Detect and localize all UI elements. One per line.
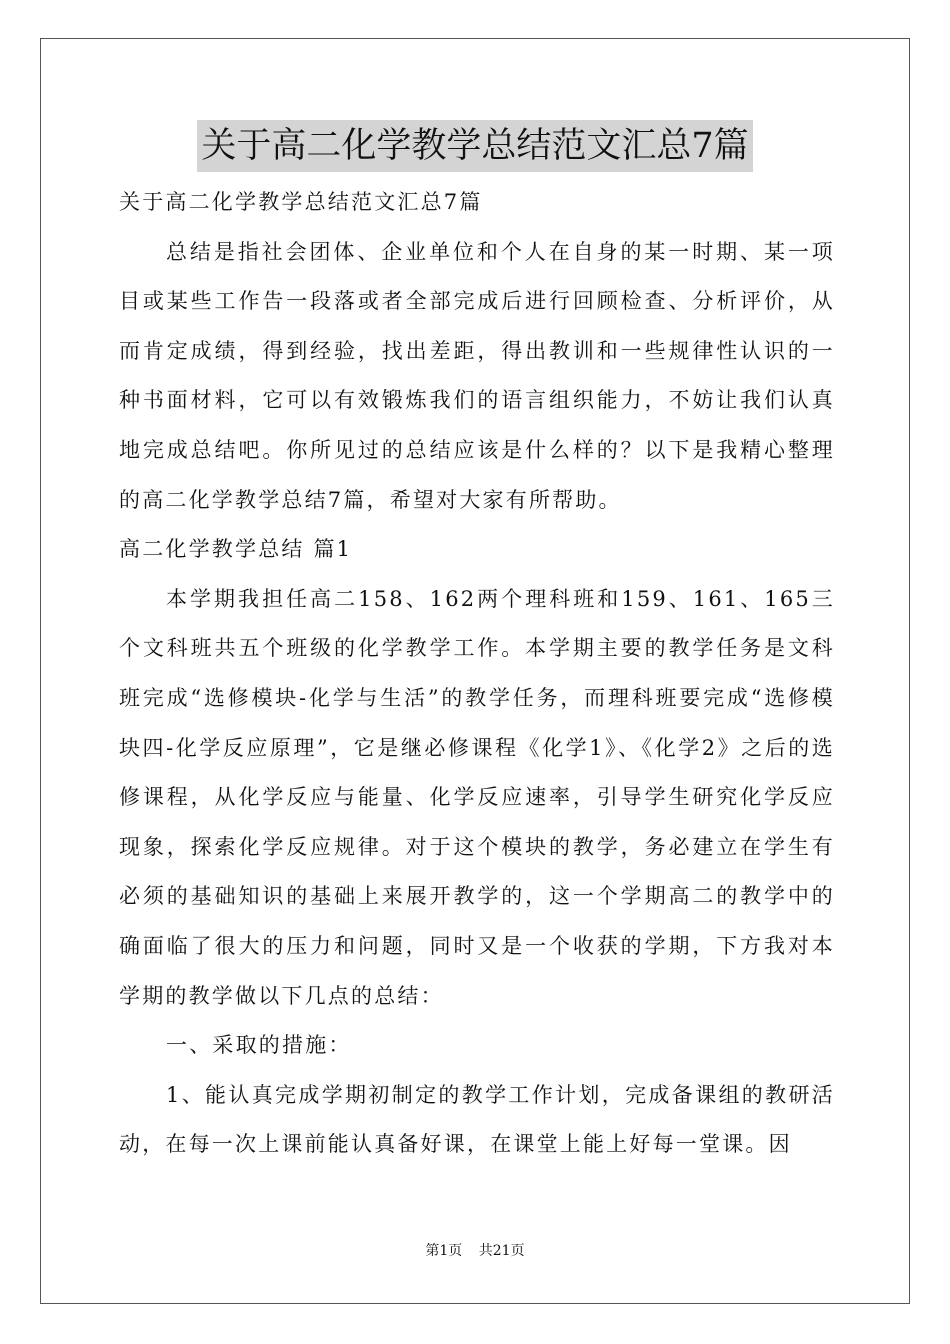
paragraph-intro: 总结是指社会团体、企业单位和个人在自身的某一时期、某一项目或某些工作告一段落或者全部完成后进行回顾检查、分析评价，从而肯定成绩，得到经验，找出差距，得出教训和一些规律性认识的一种书面材料，它可以有效锻炼我们的语言组织能力，不妨让我们认真地完成总结吧。你所见过的总结应该是什么样的？以下是我精心整理的高二化学教学总结7篇，希望对大家有所帮助。 bbox=[119, 239, 835, 512]
page-footer bbox=[0, 1240, 950, 1260]
page-total: 共21页 bbox=[478, 1243, 525, 1259]
document-title: 关于高二化学教学总结范文汇总7篇 bbox=[197, 120, 752, 172]
paragraph-measure-1: 1、能认真完成学期初制定的教学工作计划，完成备课组的教研活动，在每一次上课前能认真备好课，在课堂上能上好每一堂课。因 bbox=[119, 1082, 835, 1157]
title-container bbox=[0, 120, 950, 172]
paragraph-measures-heading: 一、采取的措施： bbox=[166, 1033, 352, 1058]
section-heading: 高二化学教学总结 篇1 bbox=[119, 537, 353, 562]
document-body bbox=[119, 178, 835, 1170]
paragraph-subtitle: 关于高二化学教学总结范文汇总7篇 bbox=[119, 190, 483, 214]
page-number: 第1页 bbox=[425, 1243, 463, 1259]
paragraph-section-1: 本学期我担任高二158、162两个理科班和159、161、165三个文科班共五个班级的化学教学工作。本学期主要的教学任务是文科班完成“选修模块-化学与生活”的教学任务，而理科班要完成“选修模块四-化学反应原理”，它是继必修课程《化学1》、《化学2》之后的选修课程，从化学反应与能量、化学反应速率，引导学生研究化学反应现象，探索化学反应规律。对于这个模块的教学，务必建立在学生有必须的基础知识的基础上来展开教学的，这一个学期高二的教学中的确面临了很大的压力和问题，同时又是一个收获的学期，下方我对本学期的教学做以下几点的总结： bbox=[119, 586, 835, 1008]
